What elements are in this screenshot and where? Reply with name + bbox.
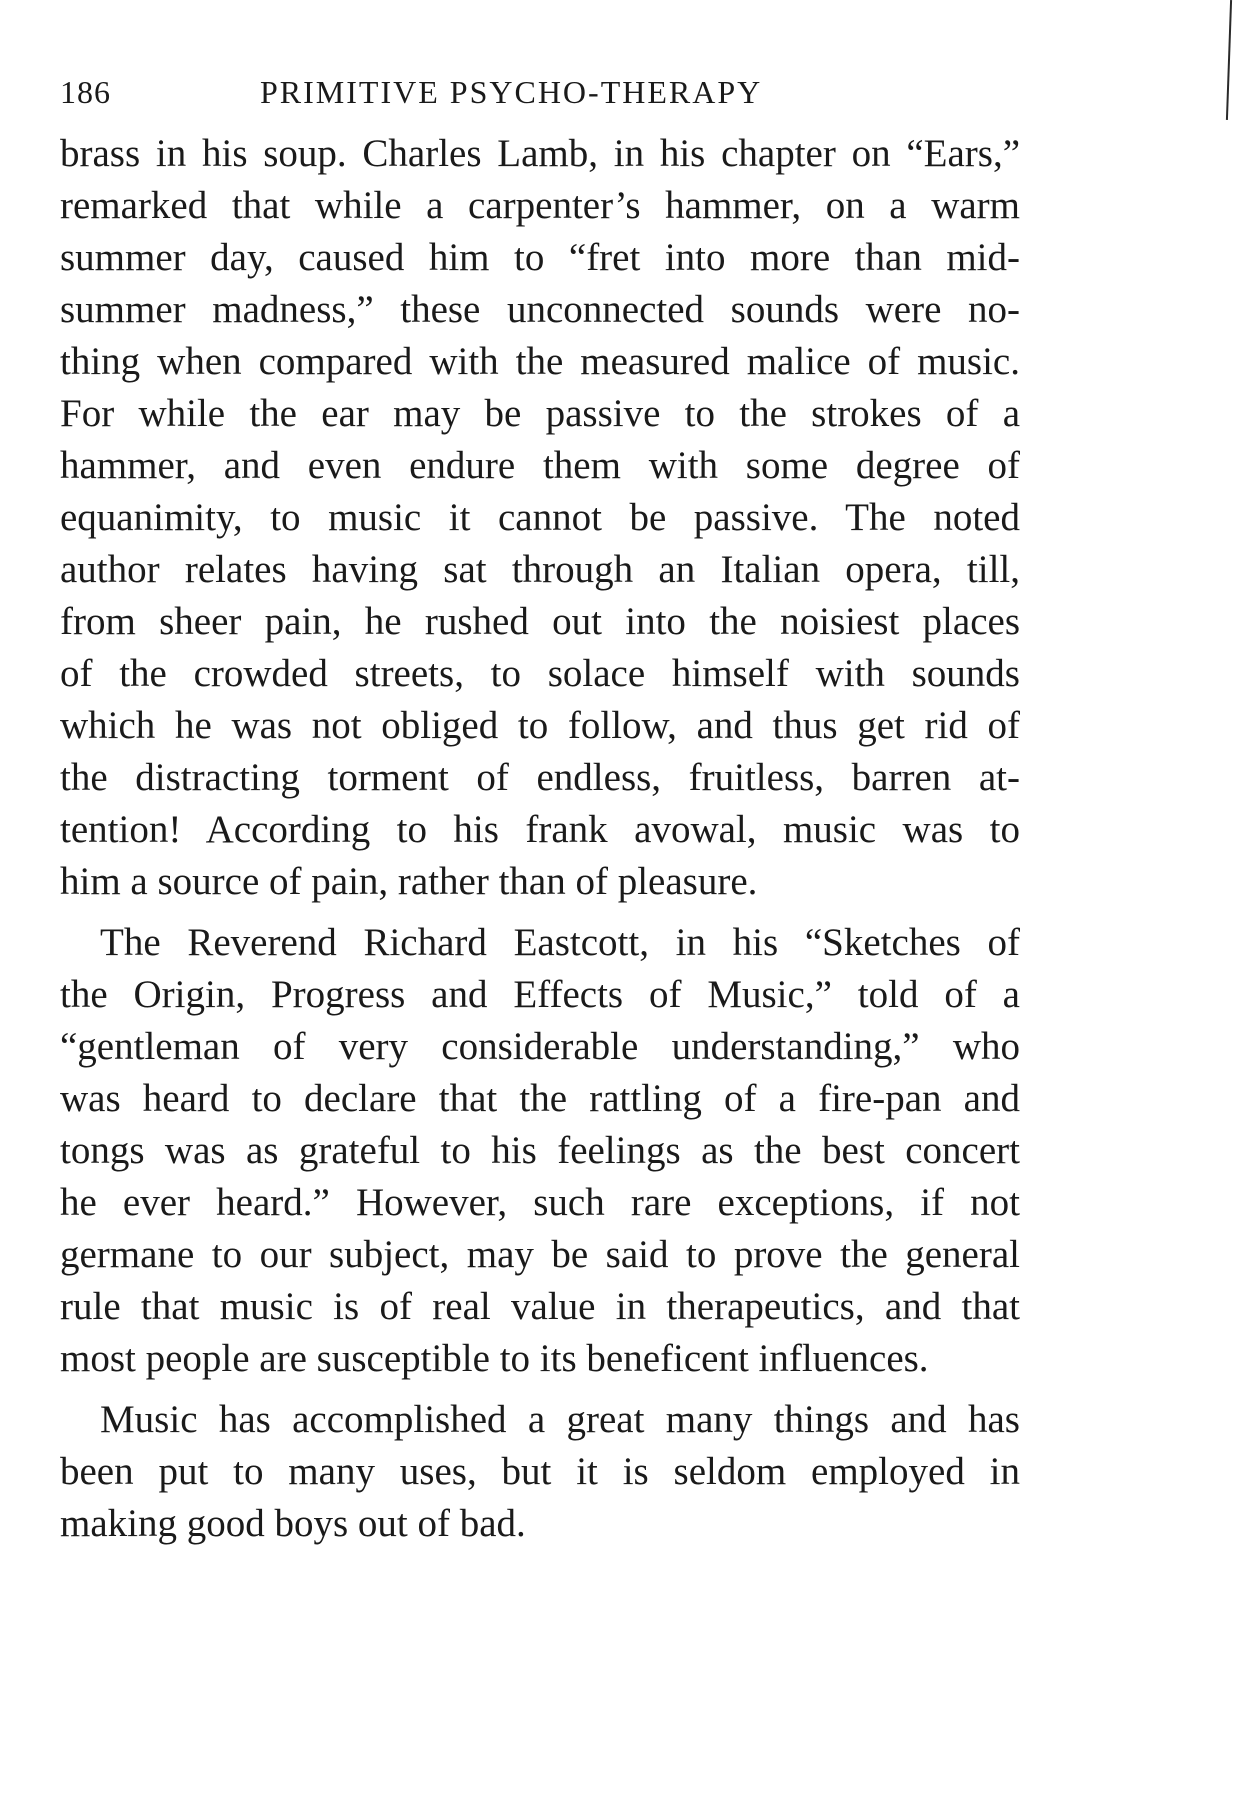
paragraph-2 — [60, 917, 1020, 1385]
running-head: PRIMITIVE PSYCHO-THERAPY — [260, 74, 763, 110]
text-line: brass in his soup. Charles Lamb, in his chapter on “Ears,” — [60, 132, 1020, 175]
text-line: “gentleman of very considerable understanding,” who — [60, 1025, 1020, 1068]
page-number: 186 — [60, 74, 111, 110]
page-header — [60, 74, 960, 114]
text-line: For while the ear may be passive to the strokes of a — [60, 392, 1020, 435]
text-line: making good boys out of bad. — [60, 1502, 526, 1545]
text-line: was heard to declare that the rattling of a fire-pan and — [60, 1077, 1020, 1120]
text-line: of the crowded streets, to solace himself with sounds — [60, 652, 1020, 695]
paragraph-1 — [60, 128, 1020, 908]
text-line: most people are susceptible to its beneficent influences. — [60, 1337, 929, 1380]
text-line: author relates having sat through an Italian opera, till, — [60, 548, 1020, 591]
text-line: summer day, caused him to “fret into more than mid- — [60, 236, 1020, 279]
text-line: equanimity, to music it cannot be passive. The noted — [60, 496, 1020, 539]
text-line: been put to many uses, but it is seldom employed in — [60, 1450, 1020, 1493]
text-line: tention! According to his frank avowal, music was to — [60, 808, 1020, 851]
text-line: which he was not obliged to follow, and thus get rid of — [60, 704, 1020, 747]
text-line: The Reverend Richard Eastcott, in his “Sketches of — [100, 921, 1020, 964]
text-line: he ever heard.” However, such rare exceptions, if not — [60, 1181, 1020, 1224]
text-line: from sheer pain, he rushed out into the noisiest places — [60, 600, 1020, 643]
text-line: summer madness,” these unconnected sounds were no- — [60, 288, 1020, 331]
text-line: hammer, and even endure them with some degree of — [60, 444, 1020, 487]
body-text — [60, 128, 1020, 1559]
text-line: germane to our subject, may be said to prove the general — [60, 1233, 1020, 1276]
text-line: thing when compared with the measured malice of music. — [60, 340, 1020, 383]
text-line: Music has accomplished a great many things and has — [100, 1398, 1020, 1441]
text-line: remarked that while a carpenter’s hammer, on a warm — [60, 184, 1020, 227]
paragraph-3 — [60, 1394, 1020, 1550]
page-edge-mark — [1226, 0, 1232, 120]
text-line: tongs was as grateful to his feelings as the best concert — [60, 1129, 1020, 1172]
text-line: the Origin, Progress and Effects of Music,” told of a — [60, 973, 1020, 1016]
text-line: him a source of pain, rather than of pleasure. — [60, 860, 758, 903]
text-line: rule that music is of real value in therapeutics, and that — [60, 1285, 1020, 1328]
text-line: the distracting torment of endless, fruitless, barren at- — [60, 756, 1020, 799]
